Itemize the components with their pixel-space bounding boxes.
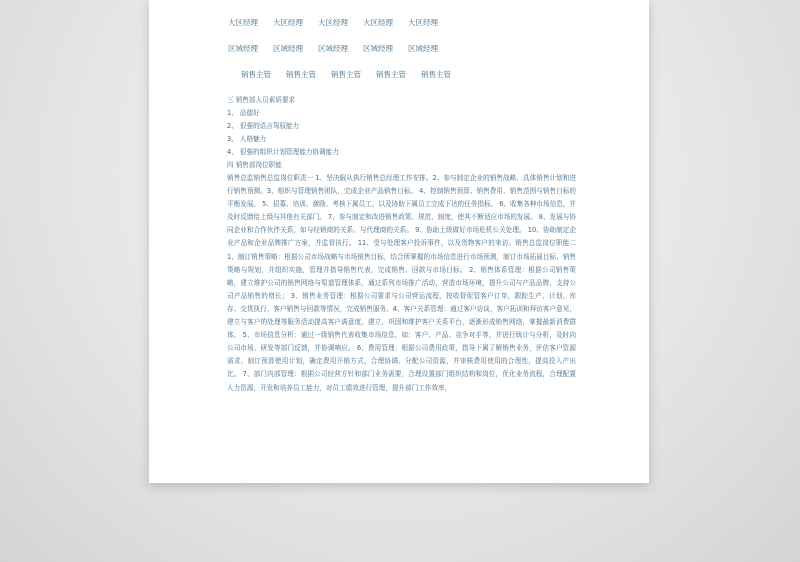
org-chart-row-sales-supervisors: [241, 69, 451, 80]
org-node: 区域经理: [273, 44, 303, 53]
org-node: 大区经理: [318, 18, 348, 27]
org-node: 大区经理: [408, 18, 438, 27]
org-node: 区域经理: [228, 44, 258, 53]
org-node: 大区经理: [363, 18, 393, 27]
section-heading: 三 销售部人员素质要求: [227, 96, 296, 104]
org-node: 区域经理: [363, 44, 393, 53]
org-chart-row-area-managers: [228, 43, 438, 54]
org-node: 销售主管: [421, 70, 451, 79]
org-node: 销售主管: [331, 70, 361, 79]
org-node: 区域经理: [408, 44, 438, 53]
org-node: 大区经理: [228, 18, 258, 27]
section-body-paragraph: 销售总监销售总监岗位职责一 1、坚决服从执行销售总经理工作安排。2、参与制定企业的销售战略、具体销售计划和进行销售预测。3、组织与管理销售团队，完成企业产品销售目标。 4、控制销售预算、销售费用、销售范围与销售目标的平衡发展。 5、招募、培训、激励、考核下属员工，以及协助下属员工完成下达的任务指标。 6、收集各种市场信息，并及时反馈给上级与其他有关部门。 7、参与制定和改进销售政策、规范、制度，使其不断适应市场的发展。 8、发展与协同企业和合作伙伴关系，如与经销商的关系、与代理商的关系。 9、协助上级做好市场危机公关处理。 10、协助制定企业产品和企业品牌推广方案，并监督执行。 11、受与处理客户投诉事件，以及货物客户的来访。销售总监岗位职能二 1、制订销售策略：根据公司市场战略与市场销售目标，结合所掌握的市场信息进行市场预测，制订市场拓展目标、销售策略与规划，并组织实施，管理并指导销售代表，完成销售、回款与市场目标。 2、销售体系管理：根据公司销售策略，建立维护公司的销售网络与渠道管理体系，通过系列市场推广活动，营造市场环境，提升公司与产品品牌，支持公司产品销售的增长； 3、销售业务管理：根据公司要求与公司营运流程，按收督促管客户订单，跟踪生产、计划、库存、交货执行、客户销售与回款等情况，完成销售服务。4、客户关系管理：通过客户访谈、客户拓训和拜访客户意见，建立与客户的处理等服务活动提高客户满意度，建立、巩固和维护客户关系平台，逐渐形成销售网络，掌握最新消费群体， 5、市场信息分析：通过一级销售代表收集市场信息，如：客户、产品、竞争对手等，并进行统计与分析，及时向公司市场、研发等部门反馈，并协调响应。 6、费用管理：根据公司费用政策，指导下属了解销售业务，评估客户资源需求，制订预算使用计划，确定费用开销方式，合理协调、分配公司资源，并审核费用使用的合理性，提高投入产出比。 7、部门内部管理：根据公司经营方针和部门业务需要，合理设置部门组织结构和岗位，优化业务流程，合理配置人力资源，开发和培养员工能力，对员工绩效进行管理，提升部门工作效率，: [227, 174, 576, 392]
org-node: 销售主管: [286, 70, 316, 79]
section-heading: 四 销售部岗位职能: [227, 161, 282, 170]
list-item: 2、 很强的语言驾驭能力: [227, 122, 300, 131]
org-node: 销售主管: [241, 70, 271, 79]
org-node: 区域经理: [318, 44, 348, 53]
list-item: 3、 人格魅力: [227, 135, 267, 144]
org-node: 销售主管: [376, 70, 406, 79]
list-item: 1、 品德好: [227, 109, 260, 118]
org-chart-row-regional-managers: [228, 17, 438, 28]
list-item: 4、 很强的组织计划管理能力协调能力: [227, 148, 339, 157]
section-requirements: [227, 94, 576, 173]
org-node: 大区经理: [273, 18, 303, 27]
